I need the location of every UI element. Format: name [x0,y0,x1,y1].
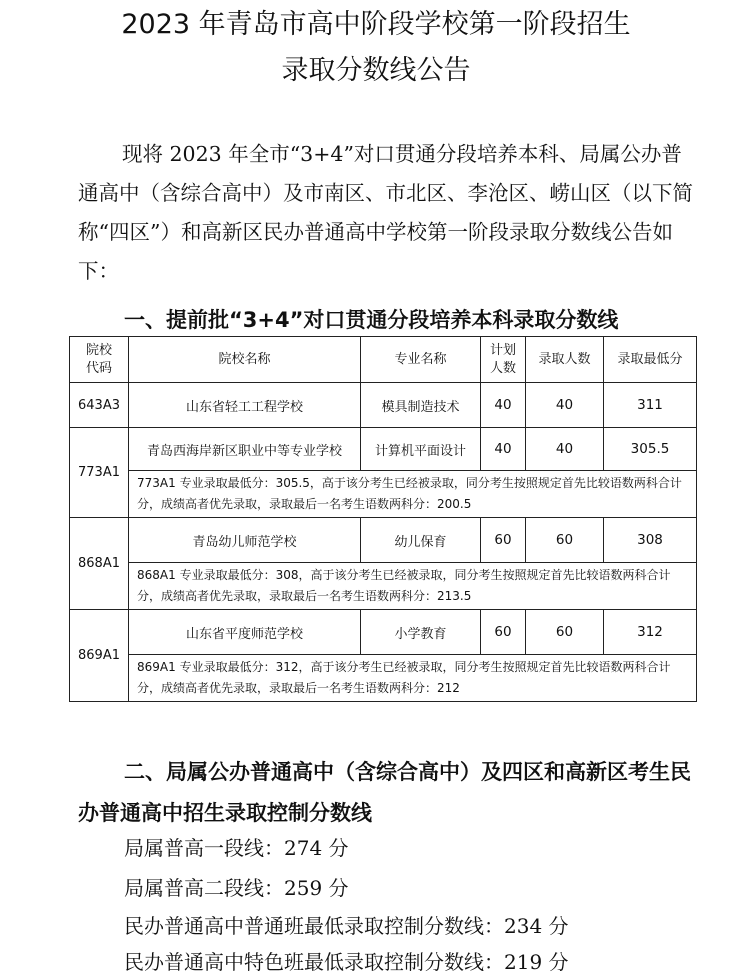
major-name: 小学教育 [361,610,481,655]
school-code: 643A3 [70,383,129,428]
table-row [70,610,697,655]
table-note-row [70,471,697,518]
school-name: 青岛西海岸新区职业中等专业学校 [129,428,361,471]
title-line-1: 2023 年青岛市高中阶段学校第一阶段招生 [121,9,631,40]
major-name: 计算机平面设计 [361,428,481,471]
score-line-public-tier2: 局属普高二段线：259 分 [124,876,349,900]
title-line-2: 录取分数线公告 [281,55,471,86]
header-min-score: 录取最低分 [604,337,697,383]
table-note-row [70,655,697,702]
section2-heading: 二、局属公办普通高中（含综合高中）及四区和高新区考生民办普通高中招生录取控制分数线 [78,760,691,825]
header-major-name: 专业名称 [361,337,481,383]
school-code: 868A1 [70,518,129,610]
header-school-name: 院校名称 [129,337,361,383]
school-name: 山东省轻工工程学校 [129,383,361,428]
table-header-row [70,337,697,383]
major-name: 幼儿保育 [361,518,481,563]
intro-paragraph: 现将 2023 年全市“3+4”对口贯通分段培养本科、局属公办普通高中（含综合高中）及市南区、市北区、李沧区、崂山区（以下简称“四区”）和高新区民办普通高中学校第一阶段录取分数线公告如下： [78,142,693,283]
header-plan-count: 计划 人数 [481,337,526,383]
min-score: 305.5 [604,428,697,471]
min-score: 308 [604,518,697,563]
major-name: 模具制造技术 [361,383,481,428]
school-name: 山东省平度师范学校 [129,610,361,655]
score-line-public-tier1: 局属普高一段线：274 分 [124,836,349,860]
header-admitted-count: 录取人数 [526,337,604,383]
plan-count: 60 [481,610,526,655]
admission-table [69,336,697,702]
min-score: 311 [604,383,697,428]
admission-note: 868A1 专业录取最低分：308，高于该分考生已经被录取，同分考生按照规定首先比较语数两科合计分，成绩高者优先录取，录取最后一名考生语数两科分：213.5 [129,563,697,610]
plan-count: 60 [481,518,526,563]
score-line-private-special: 民办普通高中特色班最低录取控制分数线：219 分 [124,950,569,974]
score-line-private-regular: 民办普通高中普通班最低录取控制分数线：234 分 [124,914,569,938]
admission-note: 773A1 专业录取最低分：305.5，高于该分考生已经被录取，同分考生按照规定首先比较语数两科合计分，成绩高者优先录取，录取最后一名考生语数两科分：200.5 [129,471,697,518]
min-score: 312 [604,610,697,655]
admission-note: 869A1 专业录取最低分：312，高于该分考生已经被录取，同分考生按照规定首先比较语数两科合计分，成绩高者优先录取，录取最后一名考生语数两科分：212 [129,655,697,702]
header-school-code: 院校 代码 [70,337,129,383]
school-code: 869A1 [70,610,129,702]
plan-count: 40 [481,428,526,471]
admitted-count: 60 [526,518,604,563]
table-row [70,383,697,428]
admitted-count: 60 [526,610,604,655]
section1-heading: 一、提前批“3+4”对口贯通分段培养本科录取分数线 [124,308,619,332]
admitted-count: 40 [526,383,604,428]
school-code: 773A1 [70,428,129,518]
table-note-row [70,563,697,610]
school-name: 青岛幼儿师范学校 [129,518,361,563]
table-row [70,518,697,563]
plan-count: 40 [481,383,526,428]
admitted-count: 40 [526,428,604,471]
table-row [70,428,697,471]
